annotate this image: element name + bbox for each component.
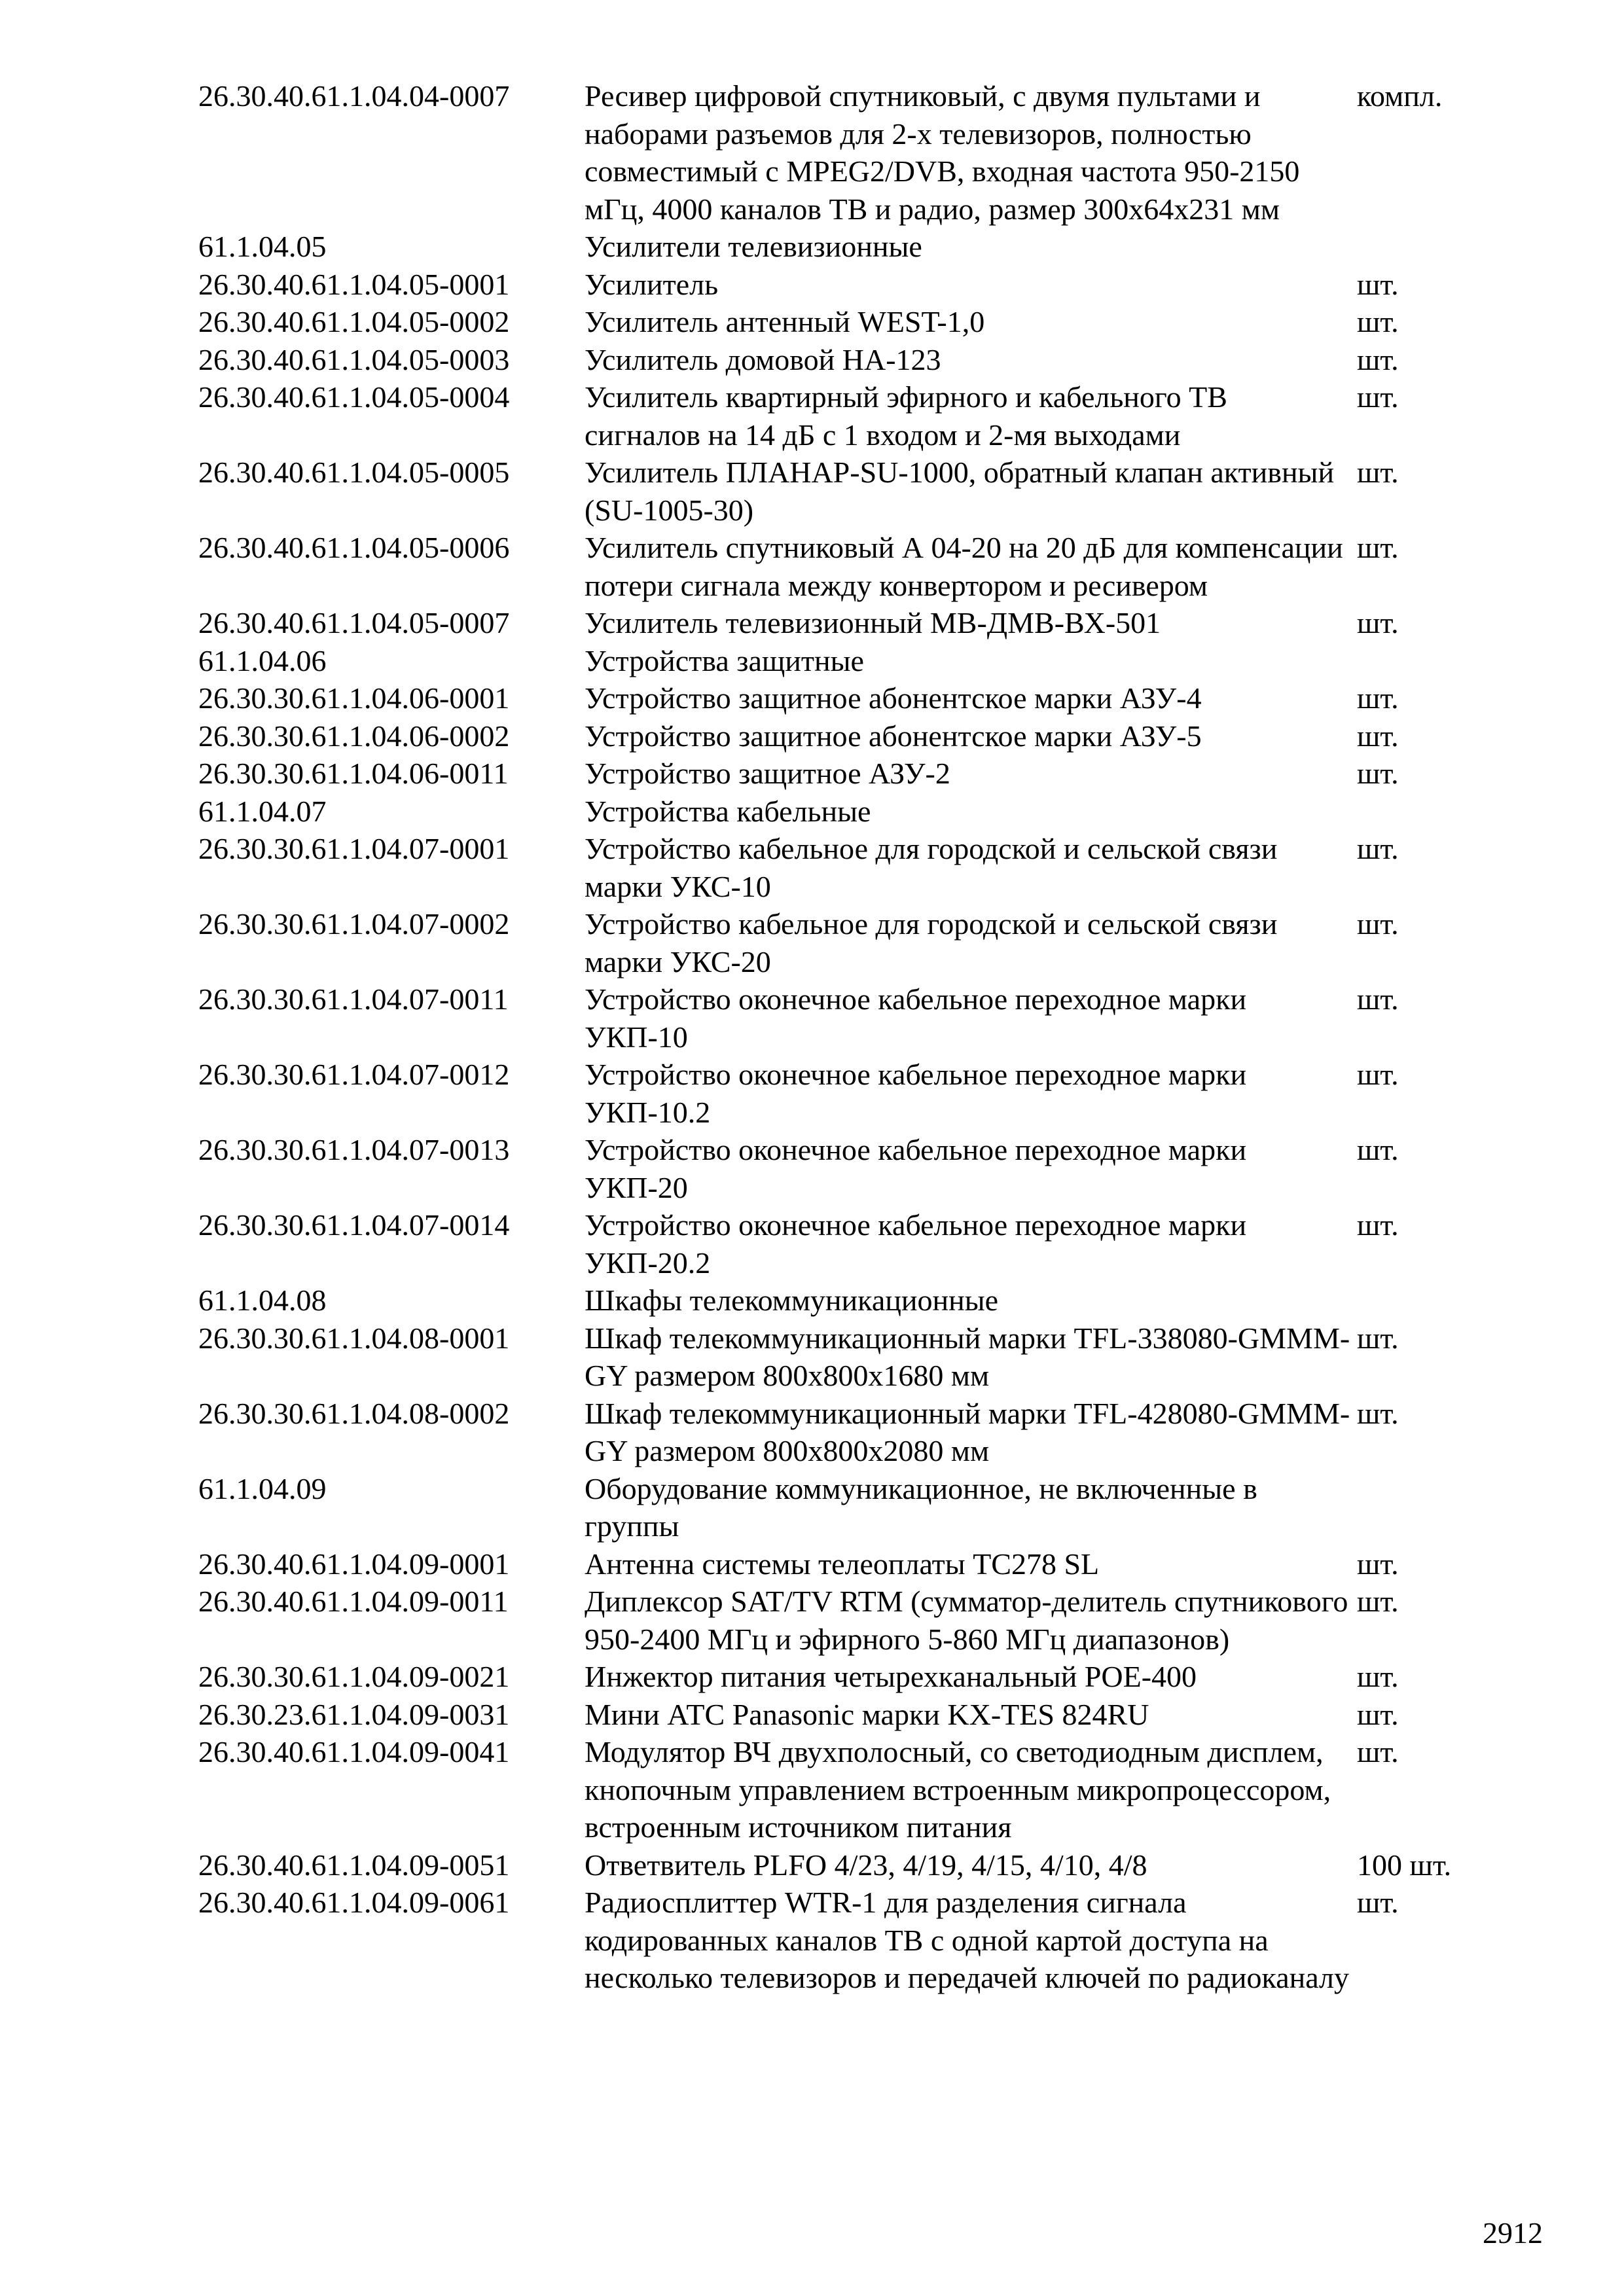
- resource-name: Усилитель: [585, 267, 719, 301]
- resource-code: 26.30.30.61.1.04.08-0001: [198, 1321, 510, 1355]
- group-heading-row: [198, 1282, 1507, 1319]
- unit-of-measure: шт.: [1357, 1660, 1399, 1693]
- resource-code: 26.30.40.61.1.04.05-0001: [198, 267, 510, 301]
- resource-code: 26.30.30.61.1.04.06-0011: [198, 757, 509, 790]
- resource-code: 26.30.40.61.1.04.09-0061: [198, 1886, 510, 1919]
- group-title: Оборудование коммуникационное, не включенные в группы: [585, 1471, 1257, 1543]
- resource-name: Усилитель спутниковый А 04-20 на 20 дБ для компенсации потери сигнала между конвертором и ресивером: [585, 531, 1343, 602]
- group-heading-row: [198, 228, 1507, 266]
- resource-row: [198, 980, 1507, 1056]
- unit-of-measure: шт.: [1357, 342, 1399, 376]
- resource-row: [198, 1545, 1507, 1583]
- group-title: Усилители телевизионные: [585, 230, 922, 263]
- unit-of-measure: шт.: [1357, 757, 1399, 790]
- unit-of-measure: шт.: [1357, 606, 1399, 639]
- resource-name: Шкаф телекоммуникационный марки TFL-428080-GMMM-GY размером 800х800х2080 мм: [585, 1396, 1350, 1467]
- page-number: 2912: [1483, 2216, 1543, 2250]
- resource-code: 26.30.30.61.1.04.07-0011: [198, 982, 509, 1016]
- resource-code: 26.30.30.61.1.04.06-0002: [198, 719, 510, 753]
- resource-code: 26.30.30.61.1.04.07-0012: [198, 1058, 510, 1091]
- resource-code: 61.1.04.06: [198, 643, 327, 677]
- unit-of-measure: шт.: [1357, 719, 1399, 753]
- resource-row: [198, 341, 1507, 379]
- resource-row: [198, 905, 1507, 980]
- resource-code: 26.30.30.61.1.04.07-0014: [198, 1208, 510, 1242]
- resource-row: [198, 755, 1507, 793]
- resource-row: [198, 830, 1507, 905]
- resource-code: 61.1.04.05: [198, 230, 327, 263]
- resource-row: [198, 717, 1507, 755]
- resource-code: 61.1.04.08: [198, 1283, 327, 1317]
- resource-code: 26.30.40.61.1.04.05-0003: [198, 342, 510, 376]
- resource-name: Устройство оконечное кабельное переходное марки УКП-20: [585, 1133, 1247, 1204]
- resource-row: [198, 1733, 1507, 1846]
- resource-row: [198, 1131, 1507, 1206]
- unit-of-measure: шт.: [1357, 1735, 1399, 1768]
- resource-name: Антенна системы телеоплаты TC278 SL: [585, 1547, 1100, 1581]
- resource-name: Ответвитель PLFO 4/23, 4/19, 4/15, 4/10, 4/8: [585, 1848, 1147, 1882]
- resource-code: 26.30.23.61.1.04.09-0031: [198, 1697, 510, 1731]
- resource-name: Радиосплиттер WTR-1 для разделения сигнала кодированных каналов ТВ с одной картой доступа на несколько телевизоров и передачей ключей по радиоканалу: [585, 1886, 1350, 1994]
- resource-name: Устройство оконечное кабельное переходное марки УКП-10.2: [585, 1058, 1247, 1129]
- unit-of-measure: компл.: [1357, 79, 1443, 113]
- resource-name: Усилитель ПЛАНАР-SU-1000, обратный клапан активный (SU-1005-30): [585, 456, 1335, 527]
- unit-of-measure: шт.: [1357, 1697, 1399, 1731]
- unit-of-measure: шт.: [1357, 305, 1399, 338]
- unit-of-measure: шт.: [1357, 681, 1399, 715]
- resource-row: [198, 378, 1507, 454]
- unit-of-measure: шт.: [1357, 1547, 1399, 1581]
- unit-of-measure: шт.: [1357, 456, 1399, 489]
- resource-code: 26.30.30.61.1.04.06-0001: [198, 681, 510, 715]
- resource-name: Устройство защитное абонентское марки АЗУ-5: [585, 719, 1202, 753]
- resource-row: [198, 604, 1507, 642]
- group-heading-row: [198, 793, 1507, 831]
- unit-of-measure: шт.: [1357, 1396, 1399, 1430]
- group-heading-row: [198, 1470, 1507, 1545]
- group-title: Устройства кабельные: [585, 794, 871, 828]
- resource-row: [198, 1206, 1507, 1282]
- resource-name: Усилитель телевизионный МВ-ДМВ-ВХ-501: [585, 606, 1161, 639]
- group-title: Шкафы телекоммуникационные: [585, 1283, 999, 1317]
- unit-of-measure: шт.: [1357, 1321, 1399, 1355]
- resource-name: Мини АТС Panasonic марки KX-TES 824RU: [585, 1697, 1149, 1731]
- resource-name: Устройство оконечное кабельное переходное марки УКП-10: [585, 982, 1247, 1054]
- unit-of-measure: шт.: [1357, 1886, 1399, 1919]
- group-heading-row: [198, 642, 1507, 680]
- resource-code: 26.30.40.61.1.04.09-0001: [198, 1547, 510, 1581]
- resource-row: [198, 1696, 1507, 1734]
- resource-code: 26.30.30.61.1.04.09-0021: [198, 1660, 510, 1693]
- resource-code: 26.30.40.61.1.04.09-0011: [198, 1585, 509, 1618]
- resource-code: 61.1.04.09: [198, 1471, 327, 1505]
- resource-code: 26.30.30.61.1.04.07-0001: [198, 832, 510, 865]
- resource-name: Усилитель антенный WEST-1,0: [585, 305, 985, 338]
- resource-name: Усилитель квартирный эфирного и кабельного ТВ сигналов на 14 дБ с 1 входом и 2-мя выходами: [585, 380, 1227, 452]
- resource-name: Устройство защитное абонентское марки АЗУ-4: [585, 681, 1202, 715]
- resource-name: Устройство кабельное для городской и сельской связи марки УКС-20: [585, 907, 1278, 978]
- resource-row: [198, 77, 1507, 228]
- resource-name: Шкаф телекоммуникационный марки TFL-338080-GMMM-GY размером 800х800х1680 мм: [585, 1321, 1350, 1392]
- resource-name: Модулятор ВЧ двухполосный, со светодиодным дисплем, кнопочным управлением встроенным микропроцессором, встроенным источником питания: [585, 1735, 1331, 1844]
- group-title: Устройства защитные: [585, 643, 864, 677]
- unit-of-measure: шт.: [1357, 531, 1399, 564]
- resource-row: [198, 1658, 1507, 1696]
- resource-row: [198, 1056, 1507, 1131]
- unit-of-measure: шт.: [1357, 1585, 1399, 1618]
- unit-of-measure: шт.: [1357, 1058, 1399, 1091]
- unit-of-measure: 100 шт.: [1357, 1848, 1452, 1882]
- unit-of-measure: шт.: [1357, 1208, 1399, 1242]
- resource-row: [198, 1319, 1507, 1395]
- resource-code: 26.30.30.61.1.04.07-0013: [198, 1133, 510, 1166]
- resource-name: Усилитель домовой HA-123: [585, 342, 941, 376]
- resource-code: 61.1.04.07: [198, 794, 327, 828]
- resource-row: [198, 303, 1507, 341]
- resource-row: [198, 266, 1507, 304]
- resource-name: Устройство кабельное для городской и сельской связи марки УКС-10: [585, 832, 1278, 903]
- resource-row: [198, 1583, 1507, 1658]
- resource-name: Инжектор питания четырехканальный POE-400: [585, 1660, 1197, 1693]
- resource-code: 26.30.40.61.1.04.05-0002: [198, 305, 510, 338]
- resource-code: 26.30.40.61.1.04.05-0006: [198, 531, 510, 564]
- resource-code: 26.30.40.61.1.04.09-0051: [198, 1848, 510, 1882]
- resource-name: Ресивер цифровой спутниковый, с двумя пультами и наборами разъемов для 2-х телевизоров, полностью совместимый с MPEG2/DVB, входная частота 950-2150 мГц, 4000 каналов ТВ и радио, размер 300х64х231 мм: [585, 79, 1300, 226]
- resource-code: 26.30.40.61.1.04.05-0005: [198, 456, 510, 489]
- resource-code: 26.30.40.61.1.04.09-0041: [198, 1735, 510, 1768]
- unit-of-measure: шт.: [1357, 267, 1399, 301]
- resource-name: Устройство защитное АЗУ-2: [585, 757, 950, 790]
- resource-row: [198, 1884, 1507, 1997]
- resource-row: [198, 1846, 1507, 1884]
- resource-row: [198, 1395, 1507, 1470]
- unit-of-measure: шт.: [1357, 982, 1399, 1016]
- unit-of-measure: шт.: [1357, 907, 1399, 941]
- unit-of-measure: шт.: [1357, 832, 1399, 865]
- resource-row: [198, 454, 1507, 529]
- resource-name: Устройство оконечное кабельное переходное марки УКП-20.2: [585, 1208, 1247, 1280]
- unit-of-measure: шт.: [1357, 1133, 1399, 1166]
- resource-code: 26.30.40.61.1.04.05-0004: [198, 380, 510, 414]
- resource-code: 26.30.30.61.1.04.07-0002: [198, 907, 510, 941]
- resource-code: 26.30.40.61.1.04.04-0007: [198, 79, 510, 113]
- resource-code: 26.30.30.61.1.04.08-0002: [198, 1396, 510, 1430]
- resource-name: Диплексор SAT/TV RTM (сумматор-делитель спутникового 950-2400 МГц и эфирного 5-860 МГц диапазонов): [585, 1585, 1348, 1656]
- resource-code: 26.30.40.61.1.04.05-0007: [198, 606, 510, 639]
- resource-row: [198, 529, 1507, 604]
- unit-of-measure: шт.: [1357, 380, 1399, 414]
- resource-row: [198, 679, 1507, 717]
- resource-listing: [198, 77, 1507, 1997]
